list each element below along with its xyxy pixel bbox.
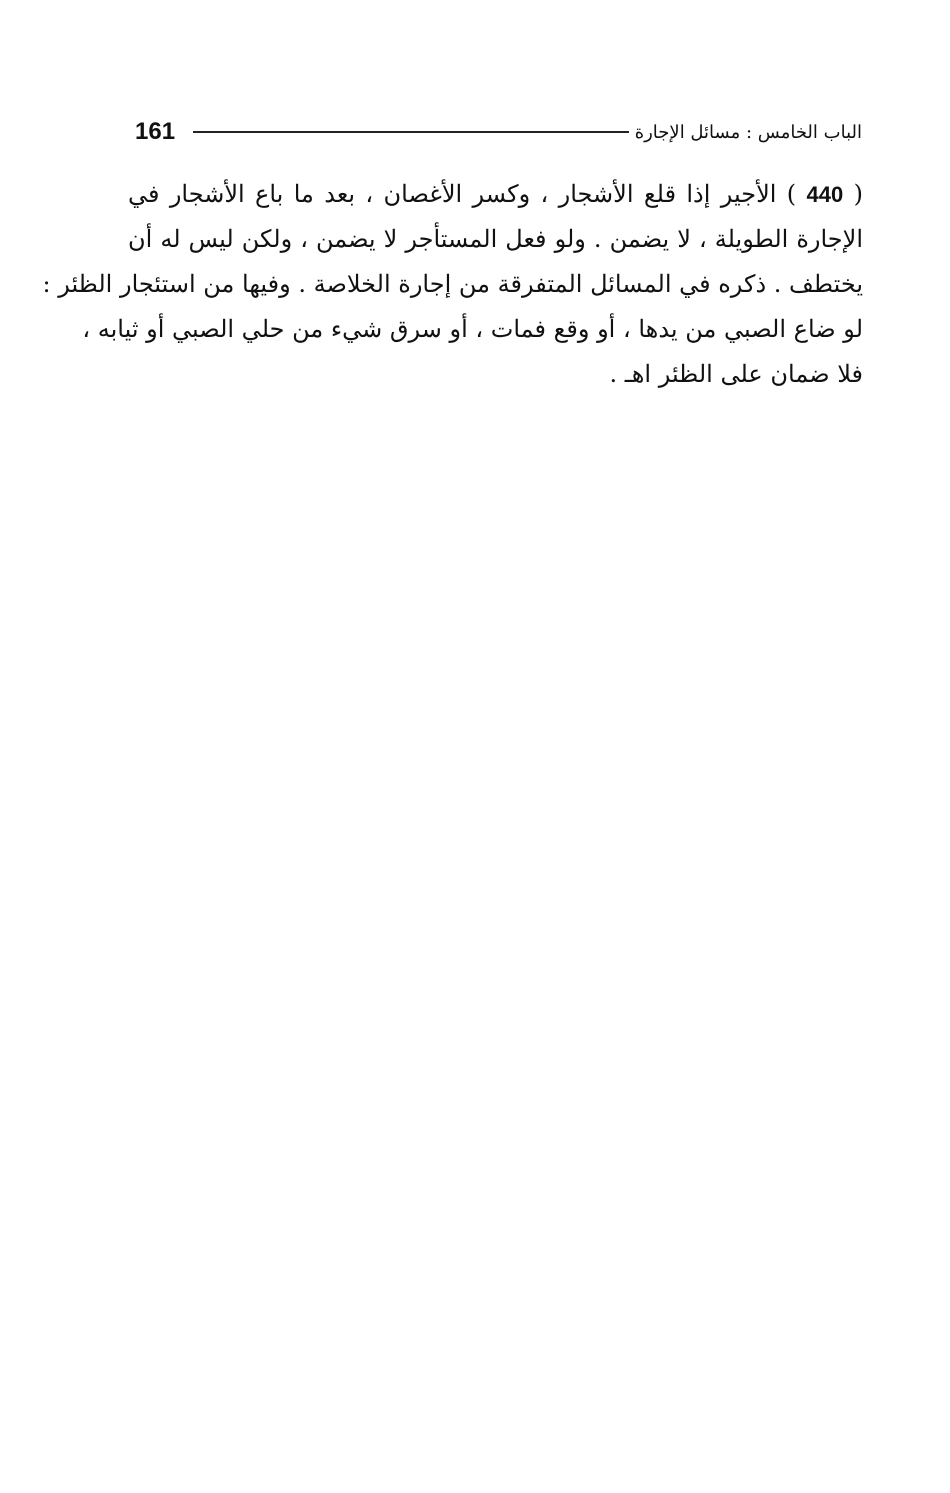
paragraph-line-2: الإجارة الطويلة ، لا يضمن . ولو فعل المستأجر لا يضمن ، ولكن ليس له أن [128,225,863,253]
paragraph-line-1-text: الأجير إذا قلع الأشجار ، وكسر الأغصان ، بعد ما باع الأشجار في [128,180,777,208]
entry-open-paren: ( [853,180,863,208]
header-rule [193,131,629,133]
chapter-title: الباب الخامس : مسائل الإجارة [634,121,862,143]
paragraph-line-3: يختطف . ذكره في المسائل المتفرقة من إجارة الخلاصة . وفيها من استئجار الظئر : [42,270,863,298]
running-header [135,112,862,152]
paragraph-line-5: فلا ضمان على الظئر اهـ . [609,360,863,388]
paragraph-line-4: لو ضاع الصبي من يدها ، أو وقع فمات ، أو سرق شيء من حلي الصبي أو ثيابه ، [82,315,863,343]
entry-close-paren: ) [786,180,797,208]
paragraph-line-1 [128,172,863,217]
page-number: 161 [135,118,176,145]
entry-number: 440 [806,182,844,207]
entry-paragraph [42,172,863,397]
